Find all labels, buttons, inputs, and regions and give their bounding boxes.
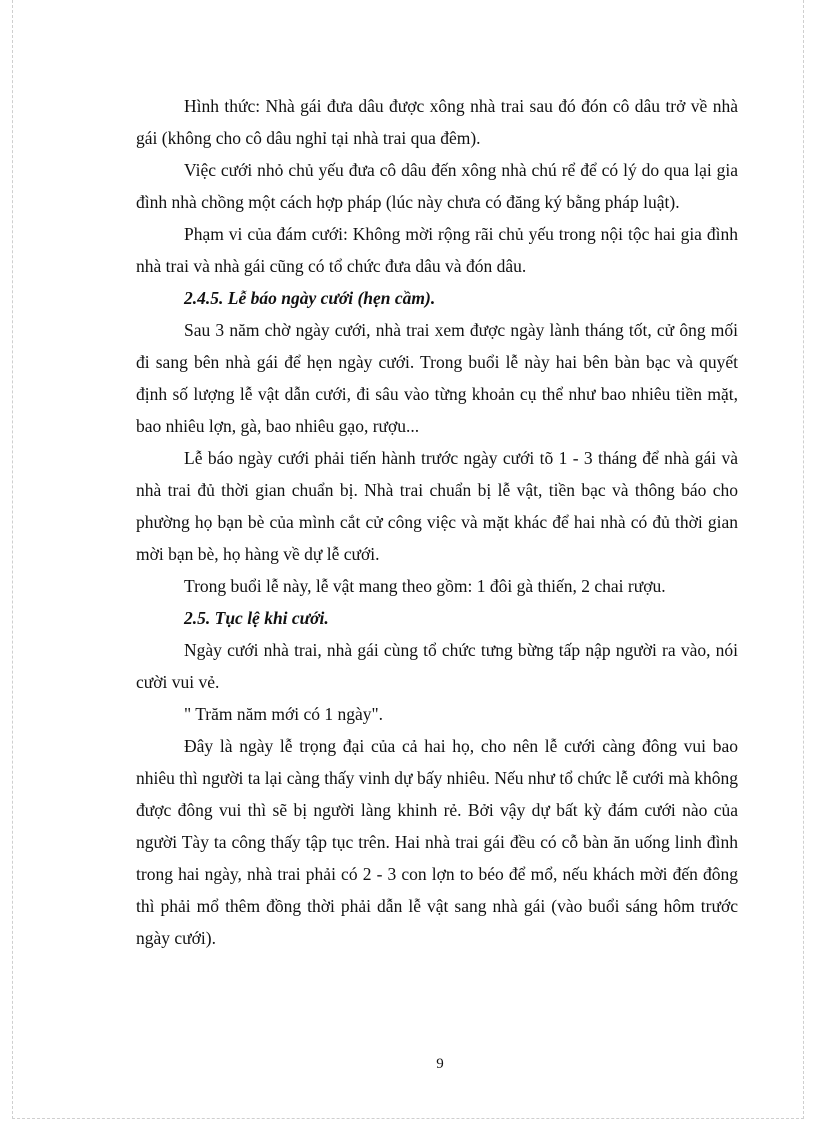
page-number: 9 <box>436 1056 444 1072</box>
paragraph-day-la-ngay-le: Đây là ngày lễ trọng đại của cả hai họ, cho nên lễ cưới càng đông vui bao nhiêu thì người ta lại càng thấy vinh dự bấy nhiêu. Nếu như tổ chức lễ cưới mà không được đông vui thì sẽ bị người làng khinh rẻ. Bởi vậy dự bất kỳ đám cưới nào của người Tày ta công thấy tập tục trên. Hai nhà trai gái đều có cỗ bàn ăn uống linh đình trong hai ngày, nhà trai phải có 2 - 3 con lợn to béo để mổ, nếu khách mời đến đông thì phải mổ thêm đồng thời phải dẫn lễ vật sang nhà gái (vào buổi sáng hôm trước ngày cưới). <box>136 736 738 948</box>
document-body <box>136 90 738 954</box>
section-heading-2-5: 2.5. Tục lệ khi cưới. <box>184 608 329 628</box>
paragraph-sau-3-nam: Sau 3 năm chờ ngày cưới, nhà trai xem được ngày lành tháng tốt, cử ông mối đi sang bên nhà gái để hẹn ngày cưới. Trong buổi lễ này hai bên bàn bạc và quyết định số lượng lễ vật dẫn cưới, đi sâu vào từng khoản cụ thể như bao nhiêu tiền mặt, bao nhiêu lợn, gà, bao nhiêu gạo, rượu... <box>136 320 738 436</box>
paragraph-viec-cuoi-nho: Việc cưới nhỏ chủ yếu đưa cô dâu đến xông nhà chú rể để có lý do qua lại gia đình nhà chồng một cách hợp pháp (lúc này chưa có đăng ký bằng pháp luật). <box>136 160 738 212</box>
paragraph-pham-vi: Phạm vi của đám cưới: Không mời rộng rãi chủ yếu trong nội tộc hai gia đình nhà trai và nhà gái cũng có tổ chức đưa dâu và đón dâu. <box>136 224 738 276</box>
section-heading-2-4-5: 2.4.5. Lễ báo ngày cưới (hẹn cầm). <box>184 288 436 308</box>
paragraph-ngay-cuoi: Ngày cưới nhà trai, nhà gái cùng tổ chức tưng bừng tấp nập người ra vào, nói cười vui vẻ. <box>136 640 738 692</box>
paragraph-le-vat: Trong buổi lễ này, lễ vật mang theo gồm: 1 đôi gà thiến, 2 chai rượu. <box>184 576 666 596</box>
page-border-right <box>803 0 804 1119</box>
page-border-left <box>12 0 13 1119</box>
paragraph-hinh-thuc: Hình thức: Nhà gái đưa dâu được xông nhà trai sau đó đón cô dâu trở về nhà gái (không cho cô dâu nghỉ tại nhà trai qua đêm). <box>136 96 738 148</box>
paragraph-quote: " Trăm năm mới có 1 ngày". <box>184 704 384 724</box>
page-border-bottom <box>12 1118 804 1119</box>
paragraph-le-bao-ngay-cuoi: Lễ báo ngày cưới phải tiến hành trước ngày cưới tõ 1 - 3 tháng để nhà gái và nhà trai đủ thời gian chuẩn bị. Nhà trai chuẩn bị lễ vật, tiền bạc và thông báo cho phường họ bạn bè của mình cắt cử công việc và mặt khác để hai nhà có đủ thời gian mời bạn bè, họ hàng về dự lễ cưới. <box>136 448 738 564</box>
